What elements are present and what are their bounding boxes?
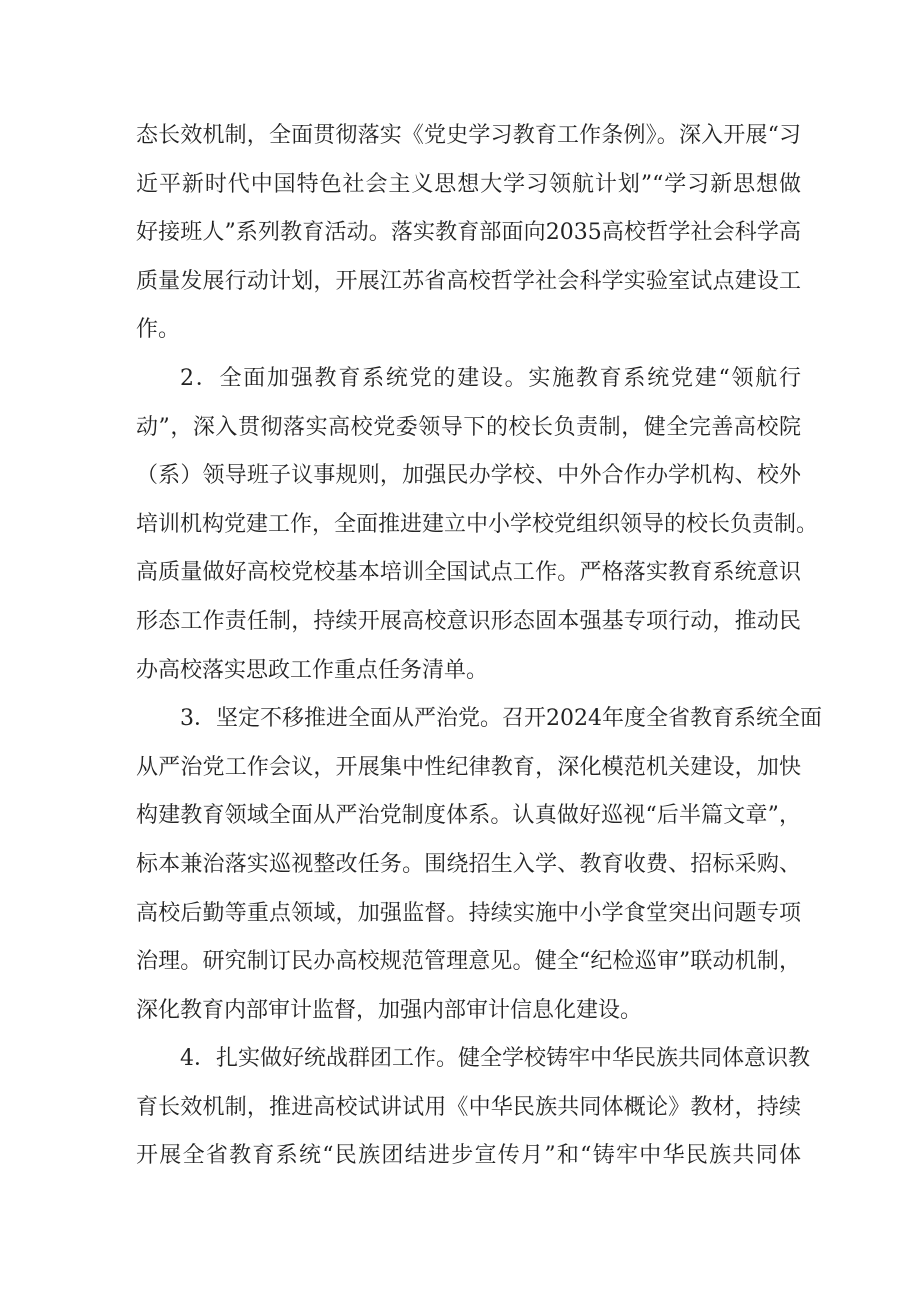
text-line: 深化教育内部审计监督，加强内部审计信息化建设。 bbox=[136, 997, 643, 1023]
text-line: 治理。研究制订民办高校规范管理意见。健全“纪检巡审”联动机制， bbox=[136, 949, 801, 975]
text-line: 近平新时代中国特色社会主义思想大学习领航计划”“学习新思想做 bbox=[136, 171, 801, 197]
text-line: （系）领导班子议事规则，加强民办学校、中外合作办学机构、校外 bbox=[136, 463, 801, 489]
text-line: 形态工作责任制，持续开展高校意识形态固本强基专项行动，推动民 bbox=[136, 608, 801, 634]
text-line: 开展全省教育系统“民族团结进步宣传月”和“铸牢中华民族共同体 bbox=[136, 1143, 801, 1169]
text-line: 育长效机制，推进高校试讲试用《中华民族共同体概论》教材，持续 bbox=[136, 1094, 801, 1120]
text-line: 态长效机制，全面贯彻落实《党史学习教育工作条例》。深入开展“习 bbox=[136, 123, 801, 148]
text-line: 动”，深入贯彻落实高校党委领导下的校长负责制，健全完善高校院 bbox=[136, 414, 801, 440]
paragraph-heading-line: 4．扎实做好统战群团工作。健全学校铸牢中华民族共同体意识教 bbox=[180, 1046, 810, 1072]
text-line: 高校后勤等重点领域，加强监督。持续实施中小学食堂突出问题专项 bbox=[136, 900, 801, 926]
text-line: 标本兼治落实巡视整改任务。围绕招生入学、教育收费、招标采购、 bbox=[136, 851, 801, 877]
text-line: 从严治党工作会议，开展集中性纪律教育，深化模范机关建设，加快 bbox=[136, 754, 801, 780]
text-line: 质量发展行动计划，开展江苏省高校哲学社会科学实验室试点建设工 bbox=[136, 268, 801, 294]
body-text bbox=[136, 112, 822, 1181]
text-line: 办高校落实思政工作重点任务清单。 bbox=[136, 657, 489, 683]
paragraph-heading-line: 2．全面加强教育系统党的建设。实施教育系统党建“领航行 bbox=[180, 365, 801, 391]
text-line: 作。 bbox=[136, 317, 181, 343]
paragraph-heading-line: 3．坚定不移推进全面从严治党。召开2024年度全省教育系统全面 bbox=[180, 706, 822, 732]
text-line: 好接班人”系列教育活动。落实教育部面向2035高校哲学社会科学高 bbox=[136, 220, 801, 246]
text-line: 培训机构党建工作，全面推进建立中小学校党组织领导的校长负责制。 bbox=[136, 511, 819, 537]
text-line: 高质量做好高校党校基本培训全国试点工作。严格落实教育系统意识 bbox=[136, 560, 801, 586]
text-line: 构建教育领域全面从严治党制度体系。认真做好巡视“后半篇文章”， bbox=[136, 803, 801, 829]
